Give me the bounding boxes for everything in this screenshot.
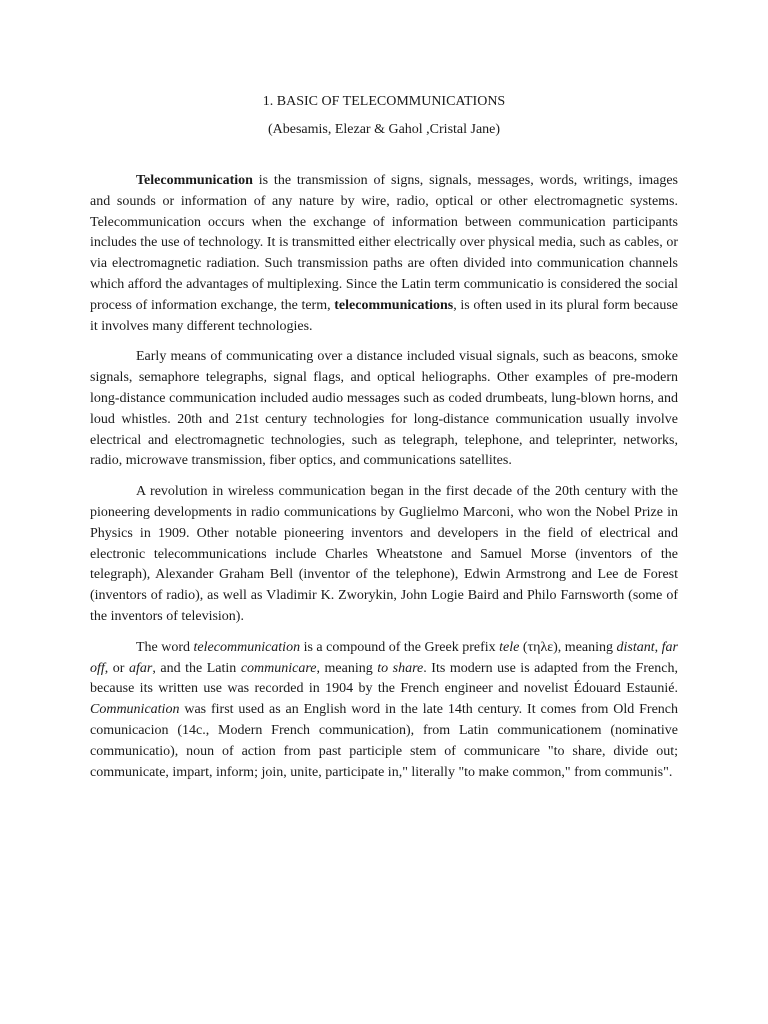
paragraph-text: The word	[136, 639, 194, 655]
paragraph-telecommunication-definition	[90, 171, 678, 337]
paragraph-text: is the transmission of signs, signals, messages, words, writings, images and sounds or information of any nature by wire, radio, optical or other electromagnetic systems. Telecommunication occurs when the exchange of information between communication participants includes the use of technology. It is transmitted either electrically over physical media, such as cables, or via electromagnetic radiation. Such transmission paths are often divided into communication channels which afford the advantages of multiplexing. Since the Latin term communicatio is considered the social process of information exchange, the term,	[90, 173, 678, 313]
term-communication: Communication	[90, 702, 180, 718]
term-telecommunications: telecommunications	[334, 297, 454, 313]
paragraph-text: , meaning	[316, 660, 378, 676]
section-heading: 1. BASIC OF TELECOMMUNICATIONS	[262, 94, 506, 109]
paragraph-text: Early means of communicating over a distance included visual signals, such as beacons, smoke signals, semaphore telegraphs, signal flags, and optical heliographs. Other examples of pre-modern long-distance communication included audio messages such as coded drumbeats, lung-blown horns, and loud whistles. 20th and 21st century technologies for long-distance communication usually involve electrical and electromagnetic technologies, such as telegraph, telephone, and teleprinter, networks, radio, microwave transmission, fiber optics, and communications satellites.	[90, 349, 678, 469]
term-afar: afar	[129, 660, 153, 676]
paragraph-text: , or	[104, 660, 129, 676]
paragraph-text: (τηλε), meaning	[519, 639, 617, 655]
term-telecommunication-italic: telecommunication	[193, 639, 301, 655]
term-far-off: far off	[90, 639, 678, 676]
document-page	[90, 92, 678, 783]
paragraph-text: was first used as an English word in the late 14th century. It comes from Old French comunicacion (14c., Modern French communication), from Latin communicationem (nominative communicatio), noun of action from past participle stem of communicare "to share, divide out; communicate, impart, inform; join, unite, participate in," literally "to make common," from communis".	[90, 702, 678, 780]
paragraph-text: A revolution in wireless communication began in the first decade of the 20th century with the pioneering developments in radio communications by Guglielmo Marconi, who won the Nobel Prize in Physics in 1909. Other notable pioneering inventors and developers in the field of electrical and electronic telecommunications include Charles Wheatstone and Samuel Morse (inventors of the telegraph), Alexander Graham Bell (inventor of the telephone), Edwin Armstrong and Lee de Forest (inventors of radio), as well as Vladimir K. Zworykin, John Logie Baird and Philo Farnsworth (some of the inventors of television).	[90, 484, 678, 624]
authors-line: (Abesamis, Elezar & Gahol ,Cristal Jane)	[267, 122, 501, 137]
paragraph-etymology	[90, 638, 678, 784]
paragraph-early-means	[90, 347, 678, 472]
paragraph-text: , is often used in its plural form because it involves many different technologies.	[90, 297, 679, 334]
term-to-share: to share	[377, 660, 424, 676]
term-communicare: communicare	[240, 660, 317, 676]
paragraph-wireless-revolution	[90, 482, 678, 628]
term-distant: distant	[616, 639, 655, 655]
paragraph-text: ,	[654, 639, 662, 655]
paragraph-text: , and the Latin	[152, 660, 241, 676]
paragraph-text: . Its modern use is adapted from the French, because its written use was recorded in 1904 by the French engineer and novelist Édouard Estaunié.	[90, 660, 678, 697]
term-tele: tele	[499, 639, 520, 655]
paragraph-text: is a compound of the Greek prefix	[300, 639, 500, 655]
term-telecommunication: Telecommunication	[136, 173, 253, 188]
